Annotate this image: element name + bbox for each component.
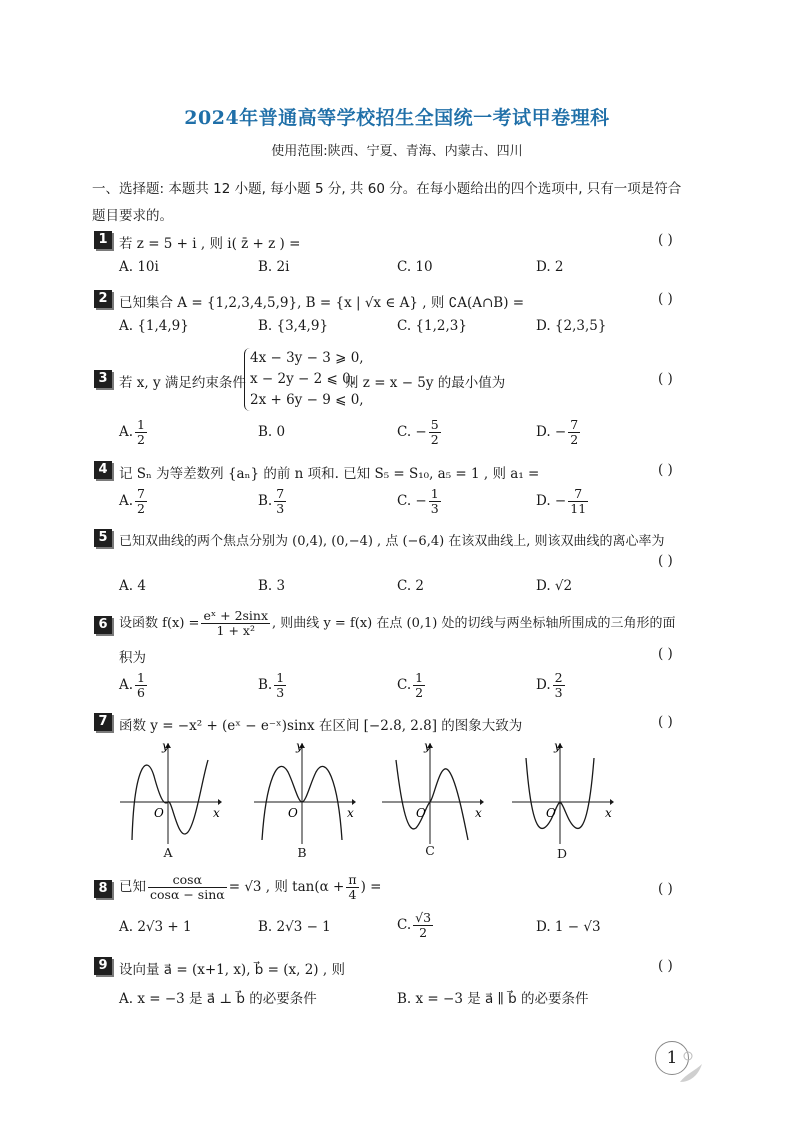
q4-d-den: 11: [570, 501, 587, 516]
q6-stem-post: , 则曲线 y = f(x) 在点 (0,1) 处的切线与两坐标轴所围成的三角形的面: [272, 616, 676, 631]
q6-a-prefix: A.: [119, 677, 134, 693]
q6-option-b: [258, 671, 288, 700]
q3-c-num: 5: [430, 417, 439, 432]
q3-option-c: [397, 418, 443, 447]
q8-option-c: [397, 911, 435, 940]
question-3-stem-post: 则 z = x − 5y 的最小值为: [345, 375, 506, 391]
question-1-stem: 若 z = 5 + i , 则 i( z̄ + z ) =: [119, 236, 301, 252]
q3-c-den: 2: [430, 432, 439, 447]
question-number-3: 3: [94, 370, 112, 388]
graph-a-curve: [132, 760, 208, 840]
section-line-1: 一、选择题: 本题共 12 小题, 每小题 5 分, 共 60 分。在每小题给出的四个选项中, 只有一项是符合: [92, 181, 682, 197]
q6-a-den: 6: [137, 685, 145, 700]
q6-c-prefix: C.: [397, 677, 412, 693]
q6-option-d: [536, 671, 567, 700]
q5-option-b: B. 3: [258, 578, 286, 594]
q3-option-a: [119, 418, 149, 447]
constraint-3: 2x + 6y − 9 ⩽ 0,: [250, 392, 364, 408]
q3-d-den: 2: [570, 432, 579, 447]
q8-c-fraction: [413, 911, 433, 940]
q8-option-a: A. 2√3 + 1: [119, 919, 192, 935]
page-title: 2024年普通高等学校招生全国统一考试甲卷理科: [184, 107, 610, 129]
question-number-4: 4: [94, 461, 112, 479]
q6-function-fraction: [201, 609, 270, 638]
graph-c-x-arrow: [480, 799, 484, 805]
question-number-8: 8: [94, 880, 112, 898]
constraint-1: 4x − 3y − 3 ⩾ 0,: [250, 350, 364, 366]
q6-d-prefix: D.: [536, 677, 551, 693]
q3-d-fraction: [568, 418, 580, 447]
q3-c-fraction: [429, 418, 441, 447]
q6-func-den: 1 + x²: [216, 623, 255, 638]
q6-d-num: 2: [554, 670, 563, 685]
q4-b-fraction: [274, 487, 286, 516]
question-number-7: 7: [94, 713, 112, 731]
graph-c-origin-label: O: [416, 806, 426, 820]
graph-a-origin-label: O: [154, 806, 164, 820]
q1-option-a: A. 10i: [119, 259, 159, 275]
leaf-shape: [680, 1064, 702, 1082]
q4-a-num: 7: [137, 486, 145, 501]
answer-paren-7: ( ): [658, 714, 673, 730]
q6-func-num: eˣ + 2sinx: [203, 608, 269, 623]
question-number-6: 6: [94, 616, 112, 634]
graph-c: [380, 740, 484, 848]
page-number: 1: [655, 1041, 689, 1075]
ornament-swirl: [684, 1052, 692, 1060]
q8-pi-fraction: [346, 873, 358, 902]
q1-option-c: C. 10: [397, 259, 433, 275]
question-number-1: 1: [94, 231, 112, 249]
graph-b-label: B: [297, 845, 307, 860]
q4-d-fraction: [568, 487, 588, 516]
q6-c-den: 2: [415, 685, 424, 700]
q4-option-a: [119, 487, 149, 516]
q2-option-b: B. {3,4,9}: [258, 318, 329, 334]
q6-b-fraction: [274, 671, 286, 700]
graph-c-label: C: [425, 843, 435, 858]
question-3-stem-pre: 若 x, y 满足约束条件: [119, 375, 246, 391]
q6-option-a: [119, 671, 149, 700]
q4-option-b: [258, 487, 288, 516]
q4-a-den: 2: [137, 501, 145, 516]
q3-d-num: 7: [570, 417, 579, 432]
q3-a-fraction: [135, 418, 147, 447]
q1-option-d: D. 2: [536, 259, 564, 275]
q9-option-a: A. x = −3 是 a⃗ ⊥ b⃗ 的必要条件: [119, 991, 317, 1007]
q8-option-b: B. 2√3 − 1: [258, 919, 331, 935]
answer-paren-4: ( ): [658, 462, 673, 478]
q8-stem-mid: = √3 , 则 tan(α +: [228, 879, 345, 895]
graph-a-x-label: x: [213, 806, 220, 820]
question-number-2: 2: [94, 290, 112, 308]
q8-frac-den: cosα − sinα: [150, 887, 225, 902]
q4-d-num: 7: [568, 487, 588, 502]
q4-option-c: [397, 487, 443, 516]
q5-option-a: A. 4: [119, 578, 146, 594]
q4-c-num: 1: [430, 486, 439, 501]
q2-option-d: D. {2,3,5}: [536, 318, 607, 334]
question-9-stem: 设向量 a⃗ = (x+1, x), b⃗ = (x, 2) , 则: [119, 962, 345, 978]
graph-d-x-label: x: [605, 806, 612, 820]
page-subtitle: 使用范围:陕西、宁夏、青海、内蒙古、四川: [271, 144, 523, 159]
graph-a: [118, 740, 222, 848]
q4-a-fraction: [135, 487, 147, 516]
question-6-stem: [119, 609, 675, 638]
q3-c-prefix: C. −: [397, 424, 427, 440]
q9-option-b: B. x = −3 是 a⃗ ∥ b⃗ 的必要条件: [397, 991, 589, 1007]
q4-c-fraction: [429, 487, 441, 516]
q8-stem-pre: 已知: [119, 879, 146, 895]
answer-paren-9: ( ): [658, 958, 673, 974]
q3-a-num: 1: [137, 417, 145, 432]
q4-c-den: 3: [430, 501, 439, 516]
q8-c-prefix: C.: [397, 917, 412, 933]
question-7-stem: 函数 y = −x² + (eˣ − e⁻ˣ)sinx 在区间 [−2.8, 2.8] 的图象大致为: [119, 718, 523, 734]
graph-d: [510, 740, 614, 848]
q8-pi-den: 4: [348, 887, 357, 902]
question-2-stem: 已知集合 A = {1,2,3,4,5,9}, B = {x | √x ∈ A} , 则 ∁A(A∩B) =: [119, 295, 525, 311]
answer-paren-2: ( ): [658, 291, 673, 307]
q2-option-a: A. {1,4,9}: [119, 318, 189, 334]
question-4-stem: 记 Sₙ 为等差数列 {aₙ} 的前 n 项和. 已知 S₅ = S₁₀, a₅ = 1 , 则 a₁ =: [119, 466, 540, 482]
q6-d-den: 3: [554, 685, 563, 700]
graph-d-x-arrow: [610, 799, 614, 805]
q6-b-num: 1: [276, 670, 285, 685]
question-6-stem-line2: 积为: [119, 650, 146, 666]
q4-d-prefix: D. −: [536, 493, 567, 509]
question-5-stem: 已知双曲线的两个焦点分别为 (0,4), (0,−4) , 点 (−6,4) 在该双曲线上, 则该双曲线的离心率为: [119, 534, 665, 549]
q6-stem-pre: 设函数 f(x) =: [119, 616, 200, 631]
q6-option-c: [397, 671, 427, 700]
q6-d-fraction: [553, 671, 565, 700]
q3-a-prefix: A.: [119, 424, 134, 440]
q8-stem-post: ) =: [360, 879, 382, 895]
graph-b-origin-label: O: [288, 806, 298, 820]
q8-option-d: D. 1 − √3: [536, 919, 601, 935]
q6-c-fraction: [413, 671, 425, 700]
question-number-5: 5: [94, 529, 112, 547]
answer-paren-8: ( ): [658, 881, 673, 897]
section-line-2: 题目要求的。: [92, 208, 173, 224]
q4-option-d: [536, 487, 590, 516]
q3-option-d: [536, 418, 582, 447]
q8-c-den: 2: [419, 925, 428, 940]
graph-c-curve: [396, 760, 468, 840]
graph-b-x-arrow: [352, 799, 356, 805]
graph-b: [252, 740, 356, 848]
q8-c-num: √3: [415, 910, 432, 925]
q8-pi-num: π: [348, 872, 357, 887]
graph-c-x-label: x: [475, 806, 482, 820]
graph-d-label: D: [556, 846, 568, 861]
q6-c-num: 1: [415, 670, 424, 685]
q6-b-prefix: B.: [258, 677, 273, 693]
graph-d-origin-label: O: [546, 806, 556, 820]
answer-paren-6: ( ): [658, 646, 673, 662]
graph-b-x-label: x: [347, 806, 354, 820]
section-heading: [92, 176, 704, 230]
q4-a-prefix: A.: [119, 493, 134, 509]
q3-a-den: 2: [137, 432, 145, 447]
graph-d-y-label: y: [554, 740, 561, 753]
question-number-9: 9: [94, 957, 112, 975]
q4-b-den: 3: [276, 501, 285, 516]
q5-option-d: D. √2: [536, 578, 573, 594]
q6-b-den: 3: [276, 685, 285, 700]
graph-a-x-arrow: [218, 799, 222, 805]
answer-paren-5: ( ): [658, 553, 673, 569]
q4-c-prefix: C. −: [397, 493, 427, 509]
question-8-stem: [119, 873, 381, 902]
q4-b-prefix: B.: [258, 493, 273, 509]
constraint-2: x − 2y − 2 ⩽ 0,: [250, 371, 355, 387]
q1-option-b: B. 2i: [258, 259, 290, 275]
answer-paren-1: ( ): [658, 232, 673, 248]
graph-b-y-label: y: [296, 740, 303, 753]
leaf-ornament-icon: [676, 1050, 706, 1090]
q6-a-num: 1: [137, 670, 145, 685]
q8-frac-num: cosα: [148, 873, 227, 888]
graph-a-label: A: [163, 845, 173, 860]
q8-fraction: [148, 873, 227, 902]
graph-a-y-label: y: [162, 740, 169, 753]
answer-paren-3: ( ): [658, 371, 673, 387]
graph-c-y-label: y: [424, 740, 431, 753]
q5-option-c: C. 2: [397, 578, 425, 594]
q2-option-c: C. {1,2,3}: [397, 318, 467, 334]
q6-a-fraction: [135, 671, 147, 700]
q3-option-b: B. 0: [258, 424, 286, 440]
q4-b-num: 7: [276, 486, 285, 501]
q3-d-prefix: D. −: [536, 424, 567, 440]
